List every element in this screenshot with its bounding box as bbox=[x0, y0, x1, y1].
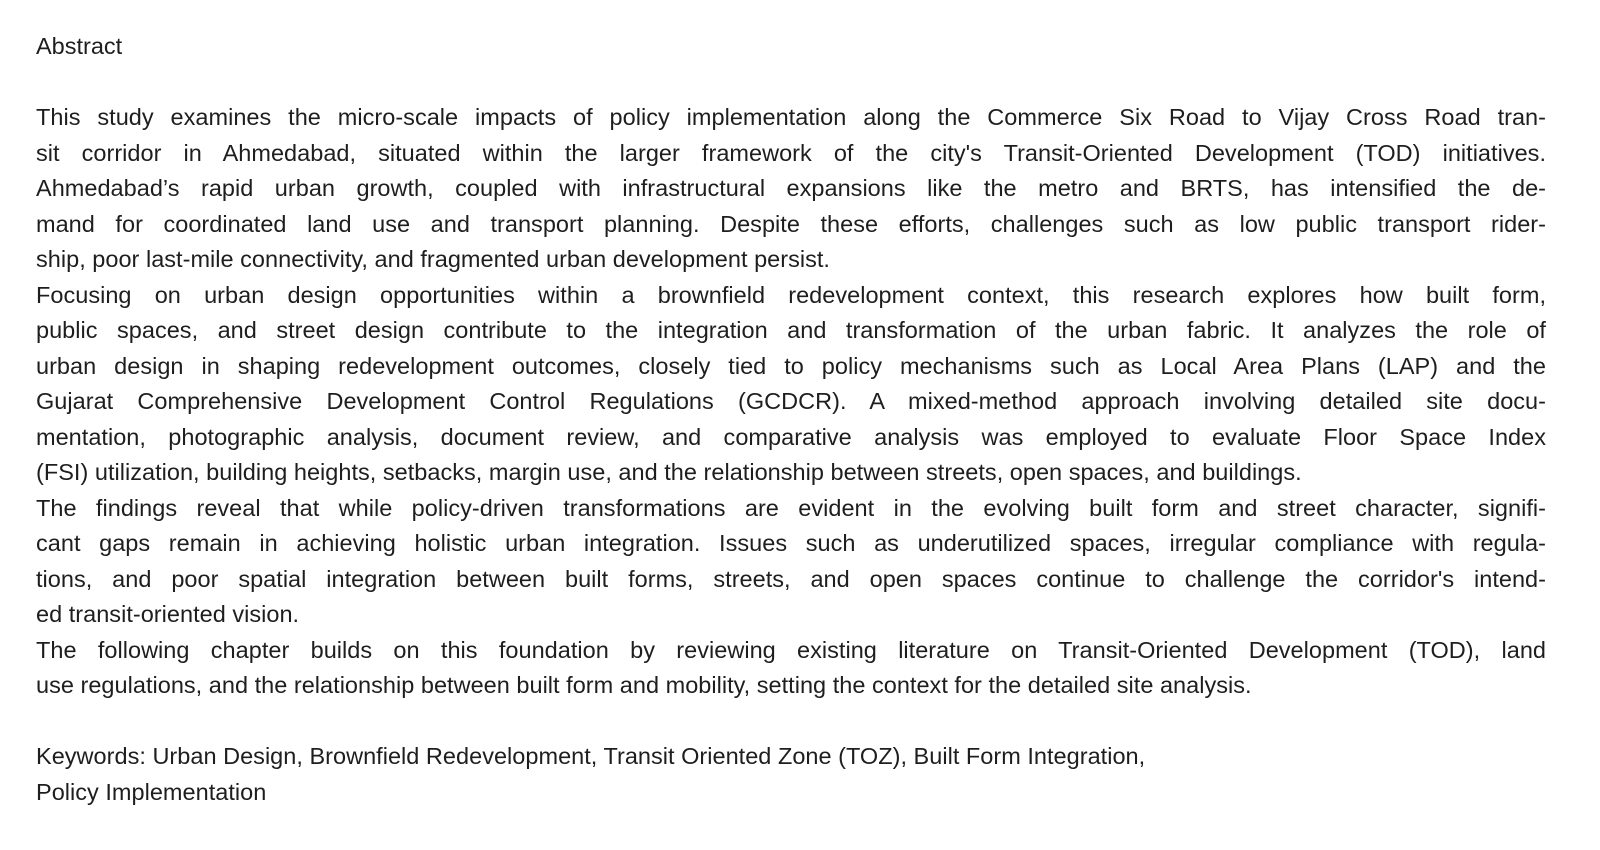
text-line: ship, poor last-mile connectivity, and fragmented urban development persist. bbox=[36, 246, 830, 272]
spacer bbox=[36, 65, 1546, 101]
text-line: mentation, photographic analysis, document review, and comparative analysis was employed to evaluate Floor Space Index bbox=[36, 423, 1546, 450]
abstract-paragraph-4 bbox=[36, 633, 1546, 704]
abstract-paragraph-2 bbox=[36, 278, 1546, 491]
abstract-page bbox=[36, 29, 1546, 810]
keywords-line: Policy Implementation bbox=[36, 778, 267, 805]
abstract-paragraph-1 bbox=[36, 100, 1546, 278]
text-line: Focusing on urban design opportunities within a brownfield redevelopment context, this research explores how built form, bbox=[36, 281, 1546, 308]
text-line: tions, and poor spatial integration between built forms, streets, and open spaces continue to challenge the corridor's intend- bbox=[36, 565, 1546, 592]
text-line: Gujarat Comprehensive Development Control Regulations (GCDCR). A mixed-method approach involving detailed site docu- bbox=[36, 388, 1546, 414]
text-line: The following chapter builds on this foundation by reviewing existing literature on Transit-Oriented Development (TOD), land bbox=[36, 636, 1546, 663]
text-line: public spaces, and street design contribute to the integration and transformation of the urban fabric. It analyzes the role of bbox=[36, 317, 1546, 343]
text-line: The findings reveal that while policy-driven transformations are evident in the evolving built form and street character, signifi- bbox=[36, 494, 1546, 521]
text-line: This study examines the micro-scale impacts of policy implementation along the Commerce Six Road to Vijay Cross Road tran- bbox=[36, 104, 1546, 130]
keywords-line: Keywords: Urban Design, Brownfield Redevelopment, Transit Oriented Zone (TOZ), Built Form Integration, bbox=[36, 743, 1146, 769]
text-line: urban design in shaping redevelopment outcomes, closely tied to policy mechanisms such as Local Area Plans (LAP) and the bbox=[36, 352, 1546, 379]
text-line: sit corridor in Ahmedabad, situated within the larger framework of the city's Transit-Oriented Development (TOD) initiatives. bbox=[36, 139, 1546, 166]
text-line: Ahmedabad’s rapid urban growth, coupled with infrastructural expansions like the metro and BRTS, has intensified the de- bbox=[36, 175, 1546, 201]
abstract-paragraph-3 bbox=[36, 491, 1546, 633]
keywords-block bbox=[36, 739, 1546, 810]
text-line: (FSI) utilization, building heights, setbacks, margin use, and the relationship between streets, open spaces, and buildings. bbox=[36, 459, 1302, 485]
abstract-heading: Abstract bbox=[36, 33, 123, 59]
spacer bbox=[36, 704, 1546, 740]
text-line: mand for coordinated land use and transport planning. Despite these efforts, challenges such as low public transport rider- bbox=[36, 210, 1546, 237]
text-line: ed transit-oriented vision. bbox=[36, 601, 300, 627]
text-line: use regulations, and the relationship between built form and mobility, setting the context for the detailed site analysis. bbox=[36, 672, 1252, 698]
text-line: cant gaps remain in achieving holistic urban integration. Issues such as underutilized spaces, irregular compliance with regula- bbox=[36, 530, 1546, 556]
